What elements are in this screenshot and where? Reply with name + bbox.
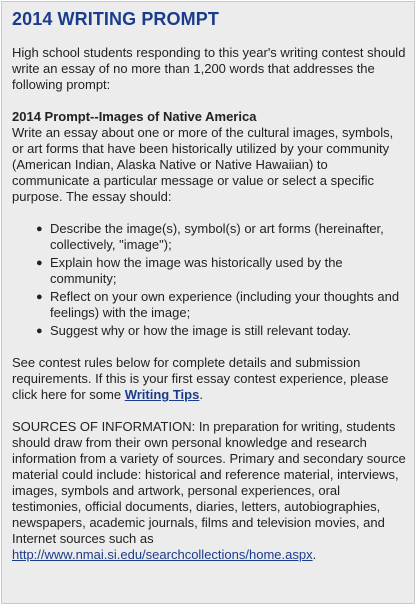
panel-content xyxy=(2,2,414,563)
rules-end: . xyxy=(199,387,203,402)
rules-text: See contest rules below for complete details and submission requirements. If this is your first essay contest experience, please click here for some xyxy=(12,355,389,402)
writing-tips-link[interactable]: Writing Tips xyxy=(124,387,200,402)
intro-paragraph: High school students responding to this year's writing contest should write an essay of no more than 1,200 words that addresses the following prompt: xyxy=(12,45,406,92)
sources-text: SOURCES OF INFORMATION: In preparation for writing, students should draw from their own personal knowledge and research information from a variety of sources. Primary and secondary source material could include: historical and reference material, interviews, images, symbols and artwork, personal experiences, oral testimonies, official documents, diaries, letters, autobiographies, newspapers, academic journals, films and television movies, and Internet sources such as xyxy=(12,419,406,546)
bullet-icon: ● xyxy=(36,291,43,303)
rules-paragraph xyxy=(12,355,406,403)
writing-prompt-panel xyxy=(1,1,415,604)
prompt-heading: 2014 Prompt--Images of Native America xyxy=(12,109,257,124)
nmai-collections-link[interactable]: http://www.nmai.si.edu/searchcollections/home.aspx xyxy=(12,547,313,562)
list-item-text: Suggest why or how the image is still relevant today. xyxy=(50,323,352,338)
prompt-section xyxy=(12,109,406,205)
bullet-icon: ● xyxy=(36,257,43,269)
sources-end: . xyxy=(312,547,317,562)
requirements-list xyxy=(12,221,406,339)
list-item-text: Explain how the image was historically used by the community; xyxy=(50,255,343,286)
list-item xyxy=(36,221,406,253)
list-item xyxy=(36,289,406,321)
page-title: 2014 WRITING PROMPT xyxy=(12,9,219,29)
bullet-icon: ● xyxy=(36,223,43,235)
sources-paragraph xyxy=(12,419,406,563)
list-item xyxy=(36,255,406,287)
list-item-text: Describe the image(s), symbol(s) or art forms (hereinafter, collectively, "image"); xyxy=(50,221,384,252)
prompt-body: Write an essay about one or more of the cultural images, symbols, or art forms that have been historically utilized by your community (American Indian, Alaska Native or Native Hawaiian) to communicate a particular message or value or select a specific purpose. The essay should: xyxy=(12,125,394,204)
list-item-text: Reflect on your own experience (including your thoughts and feelings) with the image; xyxy=(50,289,400,320)
list-item xyxy=(36,323,406,339)
bullet-icon: ● xyxy=(36,325,43,337)
